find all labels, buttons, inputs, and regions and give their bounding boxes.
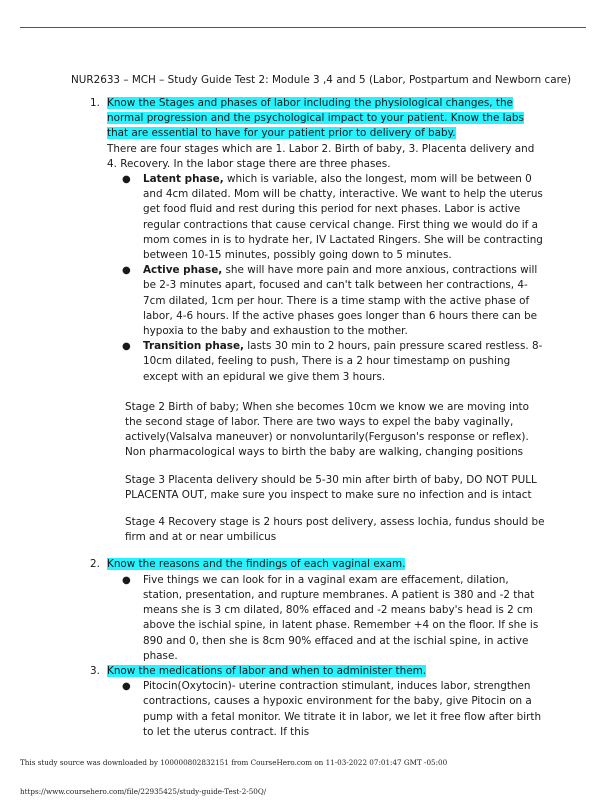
item-intro: There are four stages which are 1. Labor 2. Birth of baby, 3. Placenta delivery and 4. Recovery. In the labor stage there are three phases. xyxy=(107,142,535,170)
item-number: 1. xyxy=(90,97,100,109)
bullet-transition-phase xyxy=(107,339,547,385)
bullet-dot-icon: ● xyxy=(122,174,131,186)
bullet-dot-icon: ● xyxy=(122,574,131,586)
bullet-text: which is variable, also the longest, mom will be between 0 and 4cm dilated. Mom will be chatty, interactive. We want to help the uterus get food fluid and rest during this period for next phases. Labor is active regular contractions that cause cervical change. First thing we would do if a mom comes in is to hydrate her, IV Lactated Ringers. She will be contracting between 10-15 minutes, possibly going down to 5 minutes. xyxy=(143,173,543,262)
document-title: NUR2633 – MCH – Study Guide Test 2: Module 3 ,4 and 5 (Labor, Postpartum and Newborn care) xyxy=(71,74,572,86)
bullet-pitocin xyxy=(107,679,547,740)
paragraph-stage-3: Stage 3 Placenta delivery should be 5-30 min after birth of baby, DO NOT PULL PLACENTA OUT, make sure you inspect to make sure no infection and is intact xyxy=(125,473,537,501)
bullet-active-phase xyxy=(107,263,547,339)
item-number: 2. xyxy=(90,558,100,571)
paragraph-stage-2: Stage 2 Birth of baby; When she becomes 10cm we know we are moving into the second stage of labor. There are two ways to expel the baby vaginally, actively(Valsalva maneuver) or nonvoluntarily(Ferguson's response or reflex). Non pharmacological ways to birth the baby are walking, changing positions xyxy=(125,400,529,459)
list-item-1 xyxy=(90,96,547,545)
bullet-dot-icon: ● xyxy=(122,341,131,353)
bullet-dot-icon: ● xyxy=(122,681,131,693)
bullet-text: she will have more pain and more anxious, contractions will be 2-3 minutes apart, focused and can't talk between her contractions, 4-7cm dilated, 1cm per hour. There is a time stamp with the active phase of labor, 4-6 hours. If the active phases goes longer than 6 hours there can be hypoxia to the baby and exhaustion to the mother. xyxy=(143,264,538,338)
download-notice: This study source was downloaded by 100000802832151 from CourseHero.com on 11-03-2022 07:01:47 GMT -05:00 xyxy=(20,758,448,767)
bullet-latent-phase xyxy=(107,172,547,263)
highlighted-heading: Know the reasons and the findings of each vaginal exam. xyxy=(107,558,406,571)
bullet-lead: Latent phase, xyxy=(143,173,224,186)
bullet-dot-icon: ● xyxy=(122,265,131,277)
list-item-3 xyxy=(90,664,547,740)
bullet-text: Pitocin(Oxytocin)- uterine contraction stimulant, induces labor, strengthen contractions, causes a hypoxic environment for the baby, give Pitocin on a pump with a fetal monitor. We titrate it in labor, we let it free flow after birth to let the uterus contract. If this xyxy=(143,680,542,738)
study-guide-content xyxy=(90,96,547,740)
bullet-text: Five things we can look for in a vaginal exam are effacement, dilation, station, presentation, and rupture membranes. A patient is 380 and -2 that means she is 3 cm dilated, 80% effaced and -2 means baby's head is 2 cm above the ischial spine, in latent phase. Remember +4 on the floor. If she is 890 and 0, then she is 8cm 90% effaced and at the ischial spine, in active phase. xyxy=(143,573,539,662)
bullet-lead: Active phase, xyxy=(143,264,223,277)
list-item-2 xyxy=(90,557,547,663)
phase-list xyxy=(107,172,547,385)
source-url-link[interactable]: https://www.coursehero.com/file/22935425/study-guide-Test-2-50Q/ xyxy=(20,787,267,796)
exam-list xyxy=(107,573,547,664)
item-number: 3. xyxy=(90,664,100,677)
top-rule xyxy=(20,27,586,28)
paragraph-stage-4: Stage 4 Recovery stage is 2 hours post delivery, assess lochia, fundus should be firm and at or near umbilicus xyxy=(125,516,545,544)
bullet-lead: Transition phase, xyxy=(143,340,244,353)
medication-list xyxy=(107,679,547,740)
highlighted-heading: Know the medications of labor and when to administer them. xyxy=(107,664,427,677)
highlighted-heading: Know the Stages and phases of labor including the physiological changes, the normal progression and the psychological impact to your patient. Know the labs that are essential to have for your patient prior to delivery of baby. xyxy=(107,97,524,140)
bullet-vaginal-exam xyxy=(107,573,547,664)
bullet-text: lasts 30 min to 2 hours, pain pressure scared restless. 8-10cm dilated, feeling to push, There is a 2 hour timestamp on pushing except with an epidural we give them 3 hours. xyxy=(143,340,543,383)
